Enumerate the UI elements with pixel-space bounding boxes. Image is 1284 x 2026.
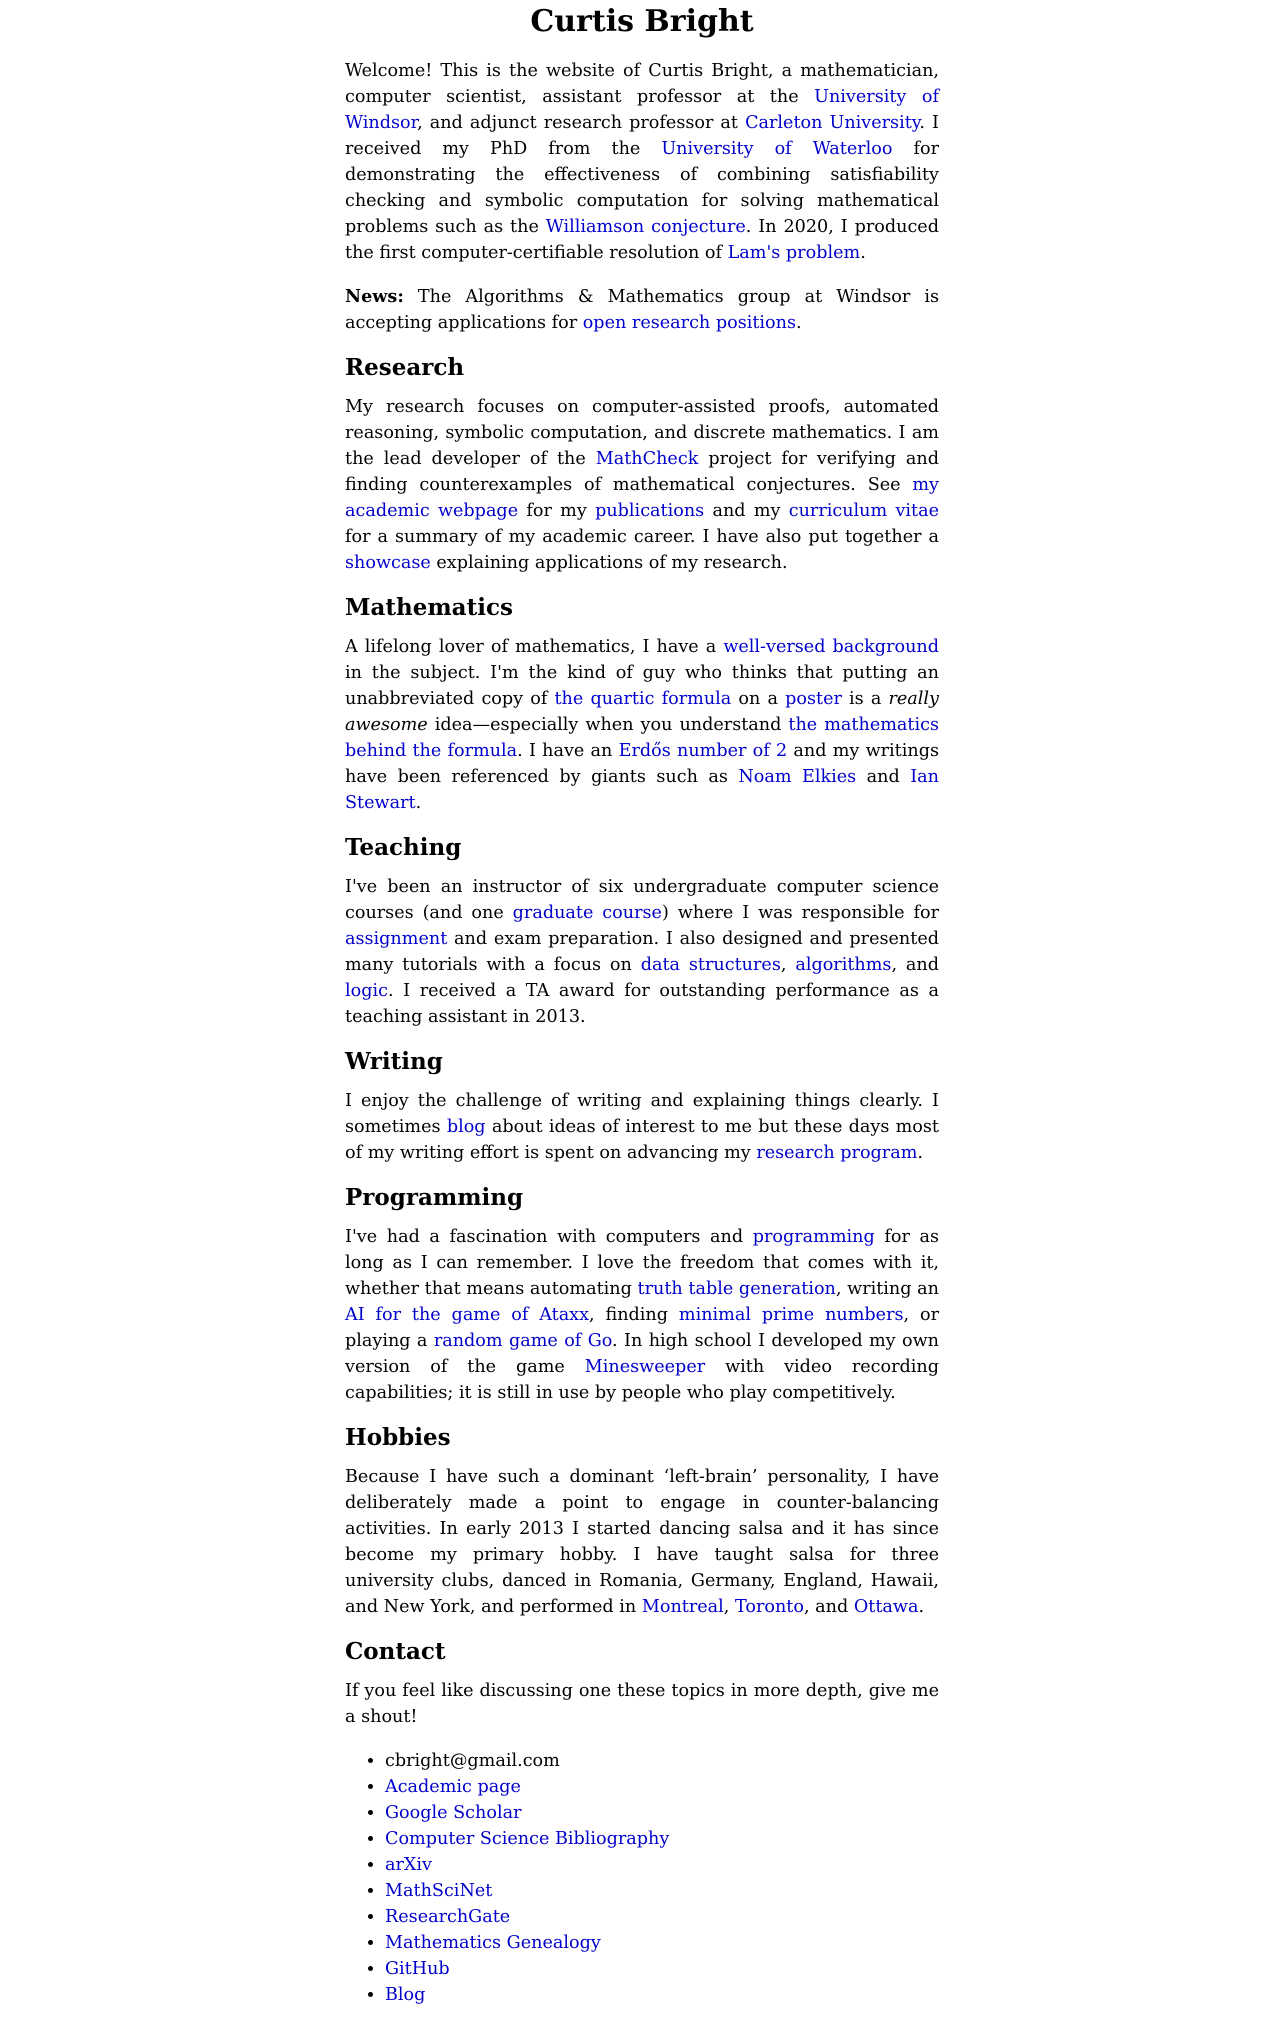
- link-blog[interactable]: Blog: [385, 1985, 426, 2005]
- programming-paragraph: I've had a fascination with computers and programming for as long as I can remember. I love the freedom that comes with it, whether that means automating truth table generation, writing an AI for the game of Ataxx, finding minimal prime numbers, or playing a random game of Go. In high school I developed my own version of the game Minesweeper with video recording capabilities; it is still in use by people who play competitively.: [345, 1227, 939, 1403]
- link-erdos-number[interactable]: Erdős number of 2: [618, 741, 788, 761]
- link-montreal[interactable]: Montreal: [641, 1597, 724, 1617]
- contact-paragraph: If you feel like discussing one these topics in more depth, give me a shout!: [345, 1681, 939, 1727]
- link-google-scholar[interactable]: Google Scholar: [385, 1803, 522, 1823]
- emphasis-really-awesome: really awesome: [345, 689, 939, 735]
- link-university-of-waterloo[interactable]: University of Waterloo: [661, 139, 893, 159]
- link-truth-table-generation[interactable]: truth table generation: [637, 1279, 836, 1299]
- link-curriculum-vitae[interactable]: curriculum vitae: [788, 501, 939, 521]
- link-ian-stewart[interactable]: Ian Stewart: [345, 767, 939, 813]
- link-academic-webpage[interactable]: my academic webpage: [345, 475, 939, 521]
- link-logic[interactable]: logic: [345, 981, 388, 1001]
- link-ottawa[interactable]: Ottawa: [853, 1597, 919, 1617]
- link-ai-ataxx[interactable]: AI for the game of Ataxx: [345, 1305, 590, 1325]
- link-arxiv[interactable]: arXiv: [385, 1855, 432, 1875]
- link-minimal-prime-numbers[interactable]: minimal prime numbers: [678, 1305, 904, 1325]
- link-quartic-formula[interactable]: the quartic formula: [554, 689, 732, 709]
- link-data-structures[interactable]: data structures: [640, 955, 781, 975]
- link-williamson-conjecture[interactable]: Williamson conjecture: [545, 217, 746, 237]
- page-content: [345, 0, 939, 2008]
- mathematics-paragraph: A lifelong lover of mathematics, I have a well-versed background in the subject. I'm the kind of guy who thinks that putting an unabbreviated copy of the quartic formula on a poster is a really awesome idea—especially when you understand the mathematics behind the formula. I have an Erdős number of 2 and my writings have been referenced by giants such as Noam Elkies and Ian Stewart.: [345, 637, 940, 813]
- link-programming[interactable]: programming: [752, 1227, 875, 1247]
- teaching-paragraph: I've been an instructor of six undergraduate computer science courses (and one graduate course) where I was responsible for assignment and exam preparation. I also designed and presented many tutorials with a focus on data structures, algorithms, and logic. I received a TA award for outstanding performance as a teaching assistant in 2013.: [345, 877, 939, 1027]
- news-label: News:: [345, 286, 404, 307]
- list-item: [385, 1878, 939, 1904]
- link-research-program[interactable]: research program: [756, 1143, 918, 1163]
- link-mathcheck[interactable]: MathCheck: [595, 449, 699, 469]
- link-assignment[interactable]: assignment: [345, 929, 448, 949]
- list-item: [385, 1774, 939, 1800]
- list-item: [385, 1930, 939, 1956]
- link-open-research-positions[interactable]: open research positions: [582, 313, 797, 333]
- link-cs-bibliography[interactable]: Computer Science Bibliography: [385, 1829, 670, 1849]
- page-title: Curtis Bright: [530, 4, 754, 39]
- link-poster[interactable]: poster: [785, 689, 842, 709]
- link-mathscinet[interactable]: MathSciNet: [385, 1881, 493, 1901]
- intro-paragraph: Welcome! This is the website of Curtis Bright, a mathematician, computer scientist, assistant professor at the University of Windsor, and adjunct research professor at Carleton University. I received my PhD from the University of Waterloo for demonstrating the effectiveness of combining satisfiability checking and symbolic computation for solving mathematical problems such as the Williamson conjecture. In 2020, I produced the first computer-certifiable resolution of Lam's problem.: [345, 61, 940, 263]
- link-well-versed-background[interactable]: well-versed background: [723, 637, 939, 657]
- hobbies-paragraph: Because I have such a dominant ‘left-brain’ personality, I have deliberately made a point to engage in counter-balancing activities. In early 2013 I started dancing salsa and it has since become my primary hobby. I have taught salsa for three university clubs, danced in Romania, Germany, England, Hawaii, and New York, and performed in Montreal, Toronto, and Ottawa.: [345, 1467, 939, 1617]
- link-blog-inline[interactable]: blog: [446, 1117, 486, 1137]
- link-algorithms[interactable]: algorithms: [795, 955, 892, 975]
- link-researchgate[interactable]: ResearchGate: [385, 1907, 511, 1927]
- list-item: [385, 1826, 939, 1852]
- contact-list: [345, 1748, 939, 2008]
- heading-contact: Contact: [345, 1638, 446, 1665]
- link-lams-problem[interactable]: Lam's problem: [727, 243, 861, 263]
- list-item: [385, 1982, 939, 2008]
- list-item: [385, 1852, 939, 1878]
- news-paragraph: News: The Algorithms & Mathematics group at Windsor is accepting applications for open research positions.: [345, 286, 939, 333]
- link-mathematics-genealogy[interactable]: Mathematics Genealogy: [385, 1933, 601, 1953]
- link-graduate-course[interactable]: graduate course: [512, 903, 662, 923]
- research-paragraph: My research focuses on computer-assisted proofs, automated reasoning, symbolic computation, and discrete mathematics. I am the lead developer of the MathCheck project for verifying and finding counterexamples of mathematical conjectures. See my academic webpage for my publications and my curriculum vitae for a summary of my academic career. I have also put together a showcase explaining applications of my research.: [345, 397, 939, 573]
- heading-programming: Programming: [345, 1184, 524, 1211]
- heading-hobbies: Hobbies: [345, 1424, 451, 1451]
- link-random-game-of-go[interactable]: random game of Go: [433, 1331, 613, 1351]
- link-mathematics-behind-formula[interactable]: the mathematics behind the formula: [345, 715, 939, 761]
- list-item: [385, 1956, 939, 1982]
- link-showcase[interactable]: showcase: [345, 553, 431, 573]
- list-item: [385, 1800, 939, 1826]
- link-noam-elkies[interactable]: Noam Elkies: [738, 767, 857, 787]
- heading-research: Research: [345, 354, 465, 381]
- link-toronto[interactable]: Toronto: [734, 1597, 804, 1617]
- writing-paragraph: I enjoy the challenge of writing and explaining things clearly. I sometimes blog about ideas of interest to me but these days most of my writing effort is spent on advancing my research program.: [345, 1091, 939, 1163]
- heading-teaching: Teaching: [345, 834, 462, 861]
- link-github[interactable]: GitHub: [385, 1959, 450, 1979]
- link-minesweeper[interactable]: Minesweeper: [584, 1357, 706, 1377]
- link-publications[interactable]: publications: [595, 501, 705, 521]
- link-university-of-windsor[interactable]: University of Windsor: [345, 87, 939, 133]
- list-item: [385, 1904, 939, 1930]
- heading-writing: Writing: [345, 1048, 443, 1075]
- link-academic-page[interactable]: Academic page: [385, 1777, 521, 1797]
- contact-email: • cbright@gmail.com: [385, 1748, 939, 1774]
- link-carleton-university[interactable]: Carleton University: [745, 113, 920, 133]
- heading-mathematics: Mathematics: [345, 594, 513, 621]
